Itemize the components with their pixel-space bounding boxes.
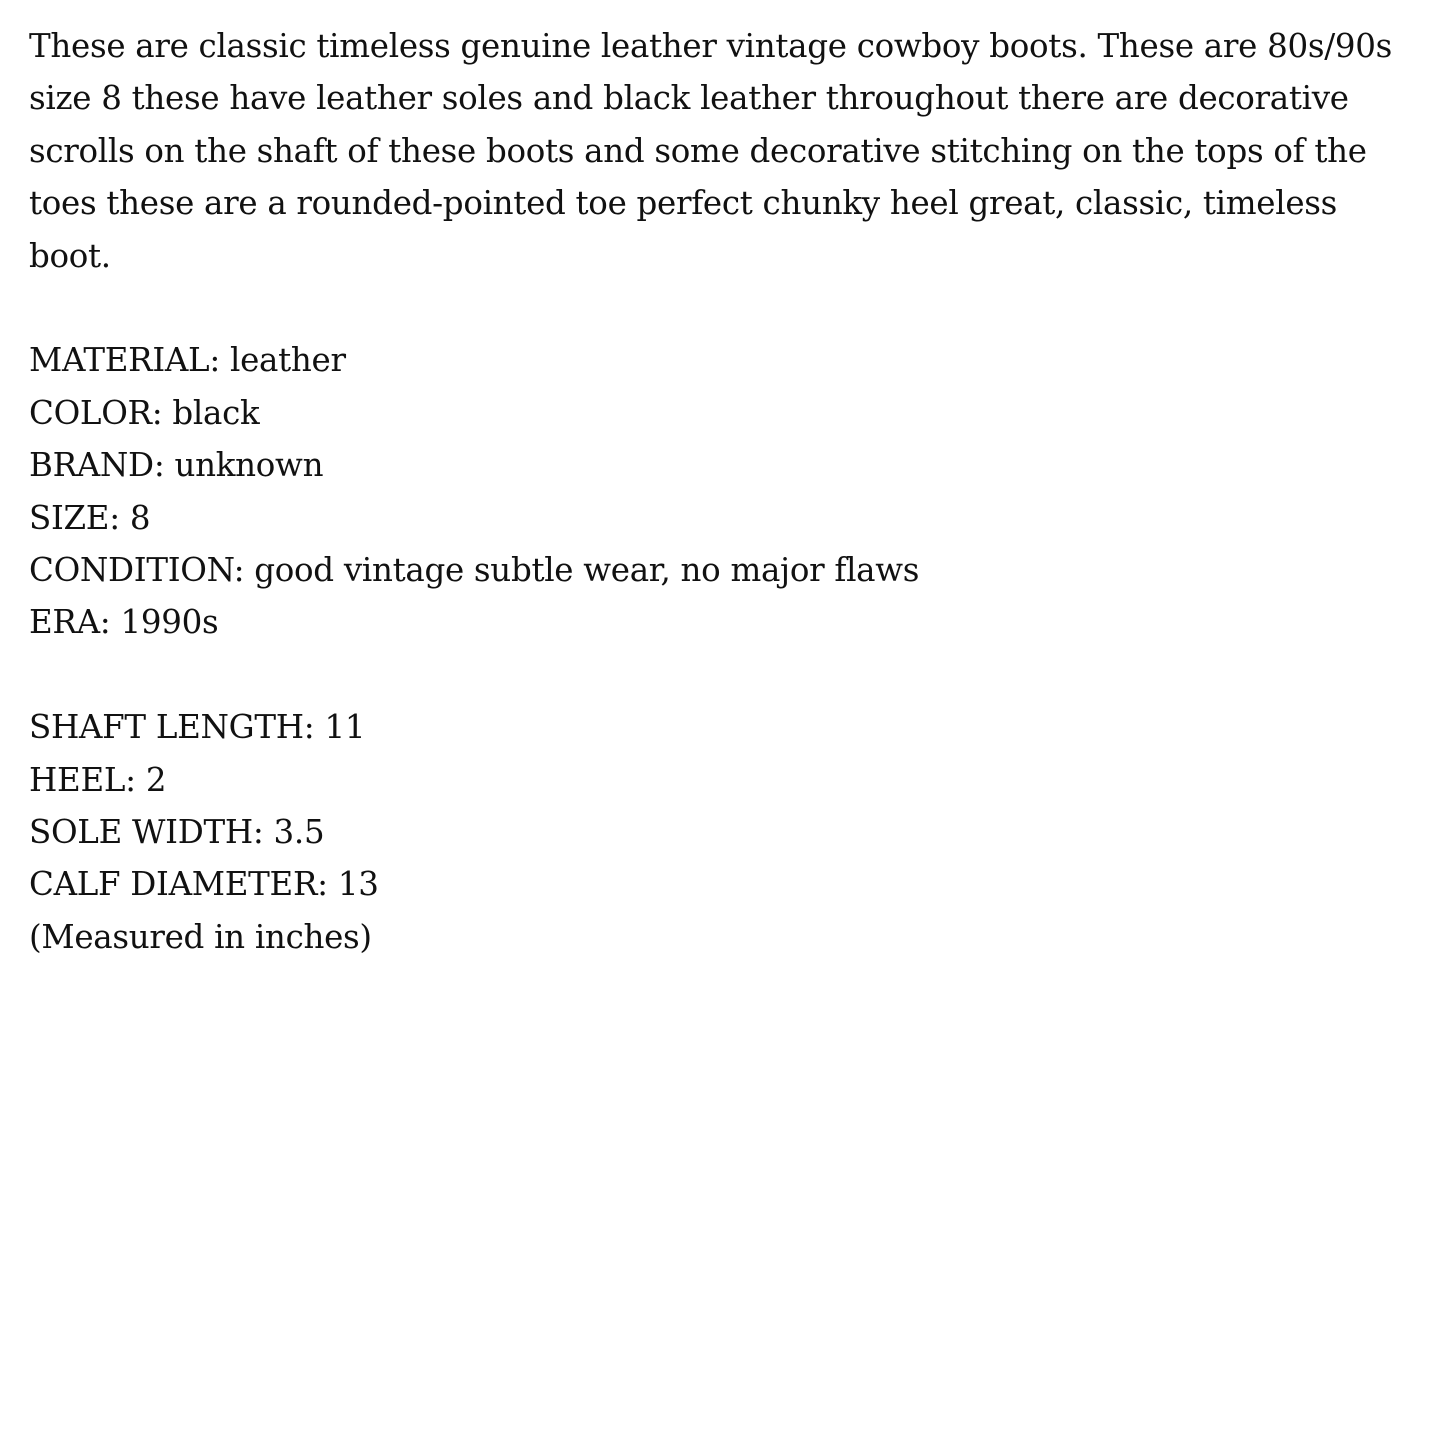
specs-block [29,334,1419,648]
measurement-unit-note: (Measured in inches) [29,917,372,956]
measurement-shaft-length: SHAFT LENGTH: 11 [29,708,366,747]
spec-material: MATERIAL: leather [29,341,346,380]
spacer [29,282,1419,334]
spec-brand: BRAND: unknown [29,446,324,485]
measurement-calf-diameter: CALF DIAMETER: 13 [29,865,379,904]
spec-condition: CONDITION: good vintage subtle wear, no major flaws [29,551,920,590]
measurement-heel: HEEL: 2 [29,760,167,799]
listing-description [29,20,1419,963]
spec-color: COLOR: black [29,393,260,432]
spec-era: ERA: 1990s [29,603,219,642]
spacer [29,649,1419,701]
measurement-sole-width: SOLE WIDTH: 3.5 [29,813,325,852]
spec-size: SIZE: 8 [29,498,151,537]
description-paragraph: These are classic timeless genuine leather vintage cowboy boots. These are 80s/90s size 8 these have leather soles and black leather throughout there are decorative scrolls on the shaft of these boots and some decorative stitching on the tops of the toes these are a rounded-pointed toe perfect chunky heel great, classic, timeless boot. [29,27,1392,275]
measurements-block [29,701,1419,963]
